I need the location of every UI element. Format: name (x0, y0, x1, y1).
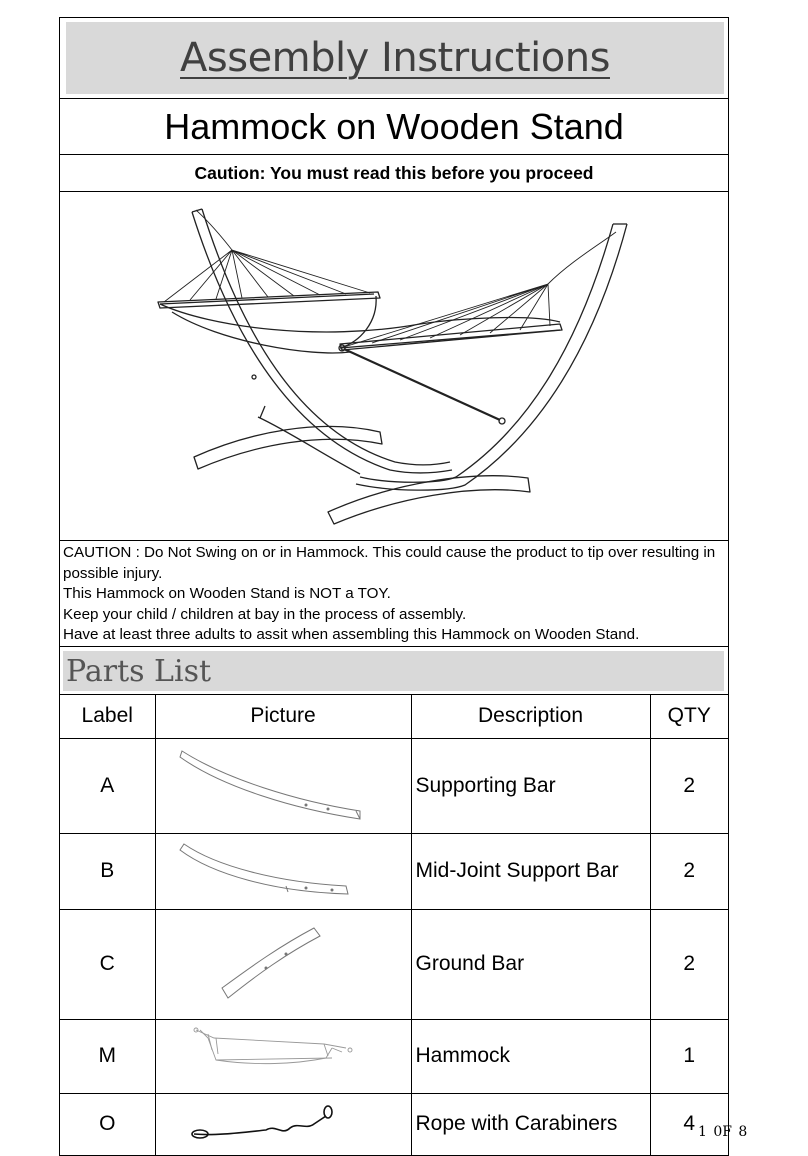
hammock-stand-illustration (60, 192, 728, 541)
parts-list-banner (60, 647, 728, 695)
mid-joint-bar-icon (156, 834, 411, 903)
supporting-bar-icon (156, 739, 411, 827)
part-picture (155, 1093, 411, 1155)
table-row (60, 1093, 728, 1155)
table-row (60, 1019, 728, 1093)
part-qty: 1 (650, 1019, 728, 1093)
column-header: QTY (650, 695, 728, 738)
part-label: M (60, 1019, 155, 1093)
warning-line: CAUTION : Do Not Swing on or in Hammock. This could cause the product to tip over resulting in possible injury. (63, 544, 716, 582)
part-label: C (60, 909, 155, 1019)
page-number: 1 0F 8 (698, 1124, 748, 1140)
table-row (60, 738, 728, 833)
part-label: B (60, 833, 155, 909)
header-banner (60, 18, 728, 99)
part-qty: 4 (683, 1112, 696, 1135)
column-header: Description (411, 695, 650, 738)
column-header: Picture (155, 695, 411, 738)
banner-title: Assembly Instructions (180, 35, 610, 81)
instruction-sheet (59, 17, 729, 1156)
part-description: Hammock (411, 1019, 650, 1093)
warning-line: Keep your child / children at bay in the process of assembly. (63, 605, 467, 623)
parts-table (60, 695, 728, 1155)
product-title: Hammock on Wooden Stand (60, 99, 728, 155)
column-header: Label (60, 695, 155, 738)
hammock-stand-icon (60, 192, 728, 540)
part-qty: 2 (650, 909, 728, 1019)
part-qty: 2 (650, 833, 728, 909)
rope-carabiner-icon (156, 1094, 411, 1149)
part-picture (155, 1019, 411, 1093)
part-description: Ground Bar (411, 909, 650, 1019)
ground-bar-icon (156, 910, 411, 1013)
part-label: O (60, 1093, 155, 1155)
table-row (60, 909, 728, 1019)
part-qty: 2 (650, 738, 728, 833)
part-description: Rope with Carabiners (411, 1093, 650, 1155)
table-row (60, 833, 728, 909)
part-picture (155, 909, 411, 1019)
part-label: A (60, 738, 155, 833)
part-description: Supporting Bar (411, 738, 650, 833)
part-description: Mid-Joint Support Bar (411, 833, 650, 909)
hammock-icon (156, 1020, 411, 1087)
warnings-block (60, 541, 728, 647)
caution-heading: Caution: You must read this before you proceed (60, 155, 728, 192)
parts-list-title: Parts List (66, 653, 212, 689)
warning-line: Have at least three adults to assit when assembling this Hammock on Wooden Stand. (63, 626, 640, 643)
part-picture (155, 738, 411, 833)
table-header-row (60, 695, 728, 738)
warning-line: This Hammock on Wooden Stand is NOT a TOY. (63, 585, 391, 602)
part-picture (155, 833, 411, 909)
